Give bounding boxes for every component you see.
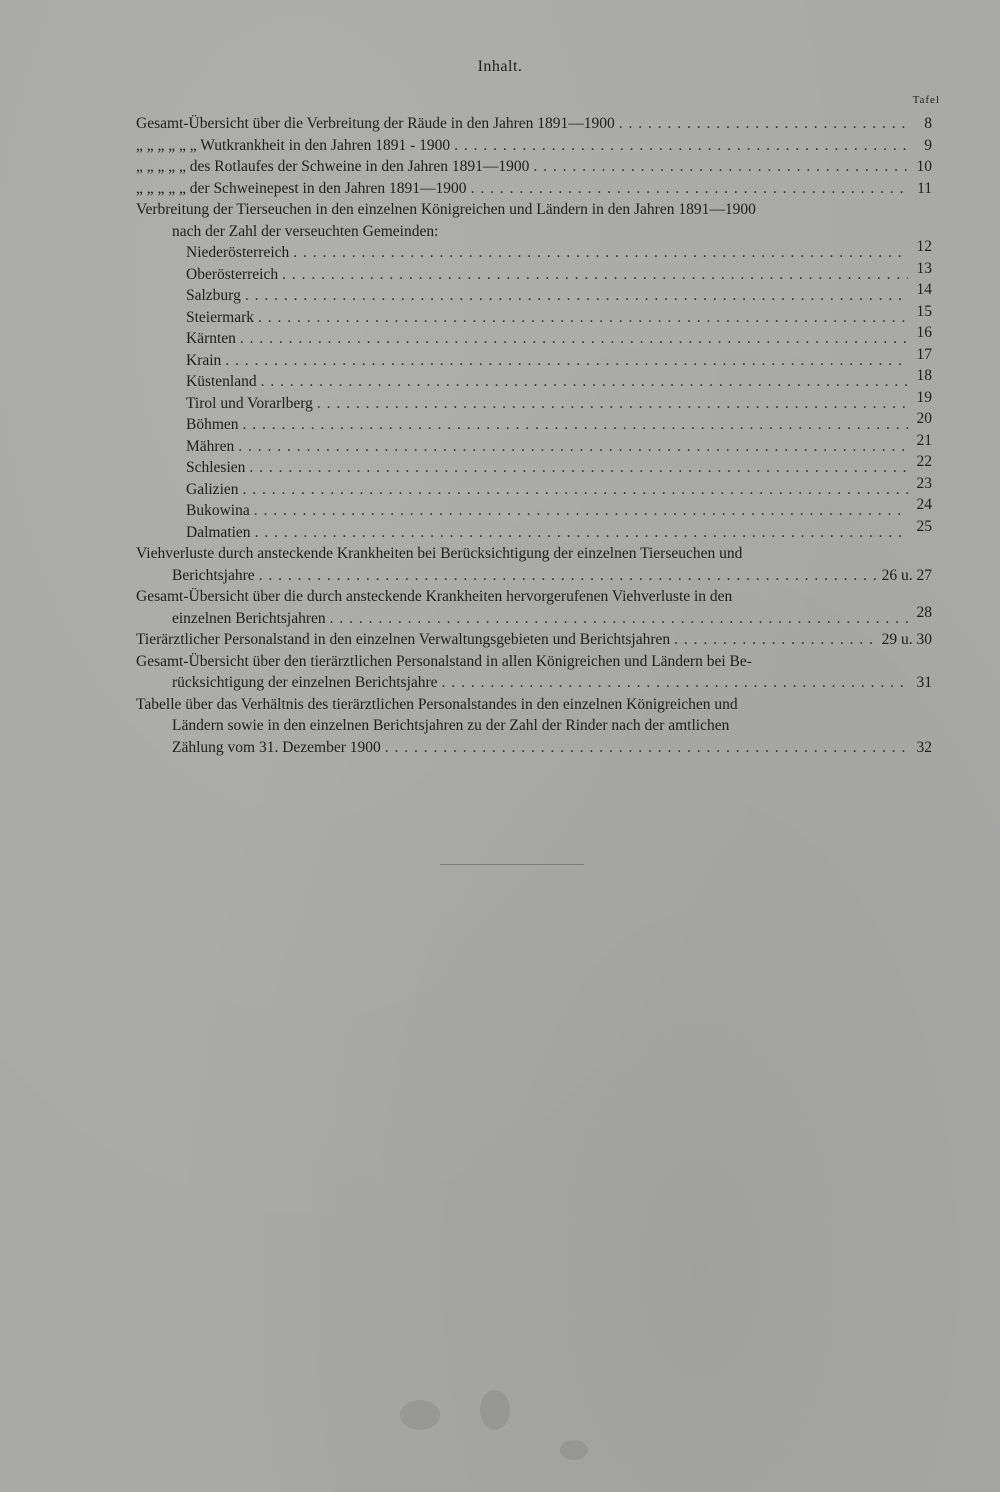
toc-entry-page: 25	[916, 517, 932, 535]
page-title: Inhalt.	[477, 58, 523, 75]
toc-entry-text: Bukowina	[186, 502, 250, 519]
toc-entry-page: 28	[916, 603, 932, 621]
toc-entry-text: Galizien	[186, 480, 239, 498]
toc-entry-page: 10	[916, 158, 932, 175]
toc-entry-page: 8	[924, 115, 932, 132]
toc-entry-ratio: Tabelle über das Verhältnis des tierärztlichen Personalstandes in den einzelnen Königreichen und	[136, 695, 738, 713]
toc-entry-page: 21	[916, 431, 932, 449]
toc-entry-losses-cont	[136, 565, 932, 587]
toc-entry-page: 13	[916, 259, 932, 277]
leader-dots	[454, 135, 908, 157]
leader-dots	[254, 500, 908, 522]
toc-entry-text: Schlesien	[186, 459, 246, 476]
leader-dots	[255, 522, 908, 544]
toc-entry-text: Mähren	[186, 437, 235, 455]
toc-entry-losses-summary-cont	[136, 603, 932, 630]
toc-entry-summary-raeude	[136, 113, 932, 135]
toc-entry-page: 17	[916, 345, 932, 363]
toc-entry-page: 9	[924, 136, 932, 154]
table-of-contents	[136, 113, 932, 758]
toc-entry-text: Berichtsjahre	[172, 566, 255, 584]
toc-entry-page: 12	[916, 238, 932, 255]
toc-entry-page: 29 u. 30	[881, 631, 932, 648]
toc-entry-page: 14	[916, 281, 932, 298]
leader-dots	[317, 393, 908, 415]
toc-entry-staff	[136, 629, 932, 651]
toc-entry-text: „ „ „ „ „ der Schweinepest in den Jahren 1891—1900	[136, 179, 467, 197]
toc-entry-ratio-cont: Ländern sowie in den einzelnen Berichtsjahren zu der Zahl der Rinder nach der amtlichen	[172, 717, 730, 734]
leader-dots	[261, 371, 908, 393]
leader-dots	[533, 156, 908, 178]
toc-entry-text: einzelnen Berichtsjahren	[172, 609, 326, 627]
toc-entry-text: Niederösterreich	[186, 244, 290, 261]
toc-entry-page: 26 u. 27	[881, 566, 932, 584]
toc-entry-page: 20	[916, 410, 932, 427]
leader-dots	[238, 436, 908, 458]
toc-entry-summary-wut	[136, 135, 932, 157]
leader-dots	[249, 457, 908, 479]
toc-entry-page: 23	[916, 474, 932, 492]
toc-entry-summary-schweinepest	[136, 178, 932, 200]
paper-stain	[400, 1400, 440, 1430]
toc-entry-land	[136, 431, 932, 458]
toc-entry-text: Böhmen	[186, 416, 239, 433]
toc-entry-staff-summary: Gesamt-Übersicht über den tierärztlichen Personalstand in allen Königreichen und Ländern bei Be-	[136, 652, 752, 670]
toc-entry-text: Dalmatien	[186, 523, 251, 541]
toc-entry-text: Gesamt-Übersicht über die Verbreitung der Räude in den Jahren 1891—1900	[136, 115, 615, 132]
toc-entry-page: 18	[916, 367, 932, 384]
toc-entry-ratio-cont2	[136, 737, 932, 759]
leader-dots	[240, 328, 908, 350]
toc-entry-text: Salzburg	[186, 287, 241, 304]
toc-entry-land	[136, 453, 932, 479]
toc-entry-text: Kärnten	[186, 330, 236, 347]
column-header-tafel: Tafel	[912, 94, 940, 106]
toc-entry-summary-rotlauf	[136, 156, 932, 178]
toc-entry-page: 16	[916, 324, 932, 341]
toc-entry-text: Oberösterreich	[186, 265, 279, 283]
toc-entry-text: Krain	[186, 351, 222, 369]
toc-entry-land	[136, 345, 932, 372]
toc-entry-page: 22	[916, 453, 932, 470]
leader-dots	[225, 350, 908, 372]
toc-entry-page: 15	[916, 302, 932, 320]
toc-section-heading: Verbreitung der Tierseuchen in den einzelnen Königreichen und Ländern in den Jahren 1891—1900	[136, 201, 756, 218]
toc-section-heading-cont: nach der Zahl der verseuchten Gemeinden:	[172, 222, 439, 240]
toc-entry-text: „ „ „ „ „ „ Wutkrankheit in den Jahren 1891 - 1900	[136, 136, 451, 154]
toc-entry-text: Zählung vom 31. Dezember 1900	[172, 738, 381, 756]
toc-entry-losses: Viehverluste durch ansteckende Krankheiten bei Berücksichtigung der einzelnen Tierseuchen und	[136, 545, 743, 562]
toc-entry-text: „ „ „ „ „ des Rotlaufes der Schweine in den Jahren 1891—1900	[136, 158, 530, 175]
leader-dots	[259, 565, 878, 587]
toc-entry-page: 31	[916, 674, 932, 691]
leader-dots	[293, 242, 908, 264]
toc-entry-land	[136, 474, 932, 501]
paper-stain	[480, 1390, 510, 1430]
toc-entry-page: 32	[916, 738, 932, 756]
toc-entry-text: Steiermark	[186, 308, 255, 326]
toc-entry-land	[136, 517, 932, 544]
toc-entry-page: 24	[916, 496, 932, 513]
leader-dots	[330, 608, 908, 630]
toc-entry-page: 11	[917, 179, 932, 197]
toc-entry-page: 19	[916, 388, 932, 406]
toc-entry-text: rücksichtigung der einzelnen Berichtsjahre	[172, 674, 438, 691]
toc-entry-land	[136, 302, 932, 329]
toc-entry-land	[136, 238, 932, 264]
toc-entry-text: Tierärztlicher Personalstand in den einzelnen Verwaltungsgebieten und Berichtsjahren	[136, 631, 671, 648]
toc-entry-staff-summary-cont	[136, 672, 932, 694]
leader-dots	[243, 414, 908, 436]
toc-entry-land	[136, 388, 932, 415]
leader-dots	[674, 629, 877, 651]
paper-stain	[560, 1440, 588, 1460]
toc-entry-land	[136, 410, 932, 436]
leader-dots	[258, 307, 908, 329]
leader-dots	[471, 178, 908, 200]
leader-dots	[245, 285, 908, 307]
toc-entry-text: Küstenland	[186, 373, 257, 390]
toc-entry-land	[136, 259, 932, 286]
leader-dots	[385, 737, 908, 759]
toc-entry-land	[136, 324, 932, 350]
leader-dots	[619, 113, 908, 135]
leader-dots	[442, 672, 908, 694]
toc-entry-losses-summary: Gesamt-Übersicht über die durch ansteckende Krankheiten hervorgerufenen Viehverluste in den	[136, 588, 733, 605]
leader-dots	[282, 264, 908, 286]
toc-entry-land	[136, 281, 932, 307]
toc-entry-land	[136, 367, 932, 393]
divider-rule	[440, 864, 584, 865]
toc-entry-text: Tirol und Vorarlberg	[186, 394, 313, 412]
leader-dots	[243, 479, 908, 501]
toc-entry-land	[136, 496, 932, 522]
